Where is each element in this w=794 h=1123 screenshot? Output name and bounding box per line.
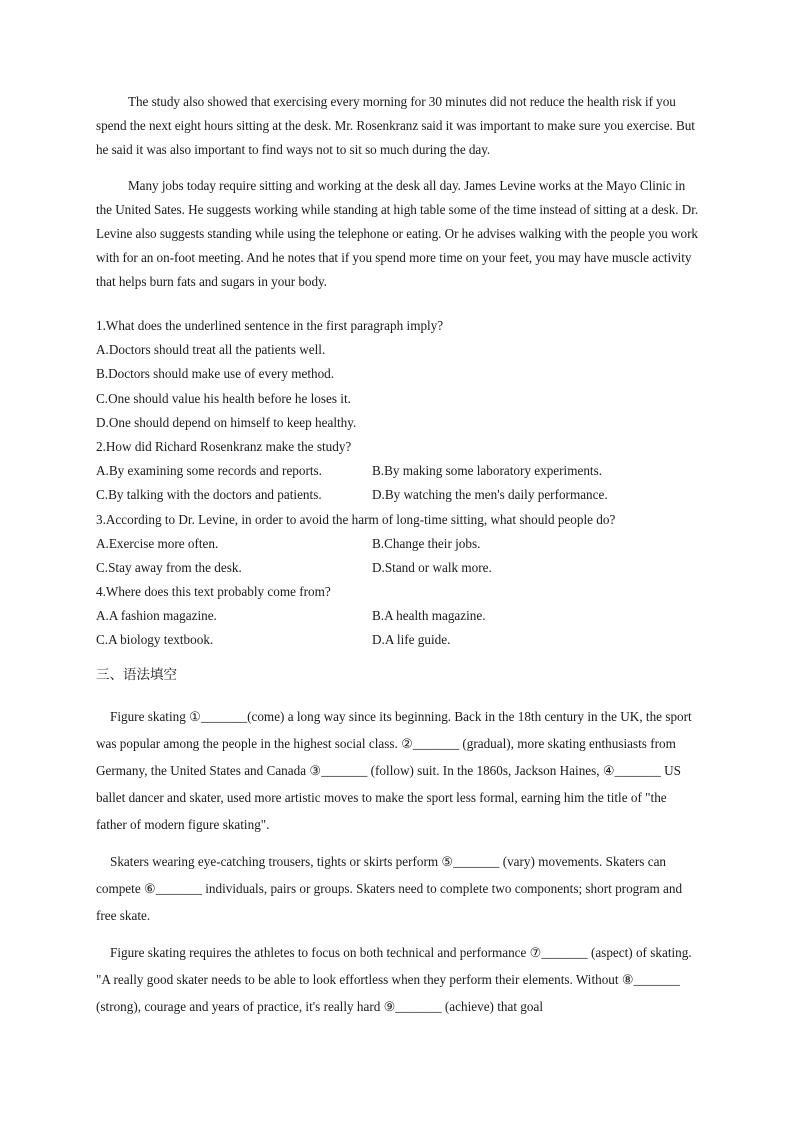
question-2-options-row-1 (96, 459, 700, 483)
question-2-option-b: B.By making some laboratory experiments. (372, 463, 603, 479)
question-2-option-d: D.By watching the men's daily performance. (372, 487, 608, 503)
question-4-option-c: C.A biology textbook. (96, 632, 214, 648)
question-3-option-b: B.Change their jobs. (372, 535, 481, 551)
question-3-stem: 3.According to Dr. Levine, in order to avoid the harm of long-time sitting, what should people do? (96, 511, 616, 527)
question-4-options-row-1 (96, 604, 700, 628)
question-1-stem: 1.What does the underlined sentence in the first paragraph imply? (96, 318, 444, 333)
question-1-option-d: D.One should depend on himself to keep healthy. (96, 414, 357, 430)
question-3-options-row-1 (96, 532, 700, 556)
question-4-option-a: A.A fashion magazine. (96, 608, 217, 624)
reading-questions (96, 314, 700, 653)
document-page (96, 90, 700, 1030)
question-3-options-row-2 (96, 556, 700, 580)
question-2-option-a: A.By examining some records and reports. (96, 463, 322, 479)
grammar-paragraph-1: Figure skating ①_______(come) a long way since its beginning. Back in the 18th century in the UK, the sport was popular among the people in the highest social class. ②_______ (gradual), more skating enthusiasts from Germany, the United States and Canada ③_______ (follow) suit. In the 1860s, Jackson Haines, ④_______ US ballet dancer and skater, used more artistic moves to make the sport less formal, earning him the title of "the father of modern figure skating". (96, 708, 692, 832)
question-2-option-c: C.By talking with the doctors and patients. (96, 487, 322, 503)
question-1-option-c: C.One should value his health before he loses it. (96, 390, 351, 406)
question-3-option-d: D.Stand or walk more. (372, 559, 492, 575)
question-2-stem: 2.How did Richard Rosenkranz make the study? (96, 438, 352, 454)
passage-paragraph-2: Many jobs today require sitting and working at the desk all day. James Levine works at the Mayo Clinic in the United Sates. He suggests working while standing at high table some of the time instead of sitting at a desk. Dr. Levine also suggests standing while using the telephone or eating. Or he advises walking with the people you work with for an on-foot meeting. And he notes that if you spend more time on your feet, you may have muscle activity that helps burn fats and sugars in your body. (96, 178, 699, 289)
question-4-option-b: B.A health magazine. (372, 608, 486, 624)
question-4-stem: 4.Where does this text probably come from? (96, 584, 331, 600)
question-4-option-d: D.A life guide. (372, 632, 451, 648)
question-4-options-row-2 (96, 628, 700, 652)
question-3-option-c: C.Stay away from the desk. (96, 559, 242, 575)
grammar-paragraph-2: Skaters wearing eye-catching trousers, tights or skirts perform ⑤_______ (vary) movements. Skaters can compete ⑥_______ individuals, pairs or groups. Skaters need to complete two components; short program and free skate. (96, 853, 683, 923)
passage-paragraph-1: The study also showed that exercising every morning for 30 minutes did not reduce the health risk if you spend the next eight hours sitting at the desk. Mr. Rosenkranz said it was important to make sure you exercise. But he said it was also important to find ways not to sit so much during the day. (96, 94, 695, 157)
grammar-paragraph-3: Figure skating requires the athletes to focus on both technical and performance ⑦_______ (aspect) of skating. "A really good skater needs to be able to look effortless when they perform their elements. Without ⑧_______ (strong), courage and years of practice, it's really hard ⑨_______ (achieve) that goal (96, 944, 692, 1014)
question-1-option-b: B.Doctors should make use of every method. (96, 366, 335, 382)
section-title-grammar: 三、语法填空 (96, 666, 177, 683)
question-1-option-a: A.Doctors should treat all the patients well. (96, 342, 326, 358)
question-2-options-row-2 (96, 483, 700, 507)
question-3-option-a: A.Exercise more often. (96, 535, 219, 551)
